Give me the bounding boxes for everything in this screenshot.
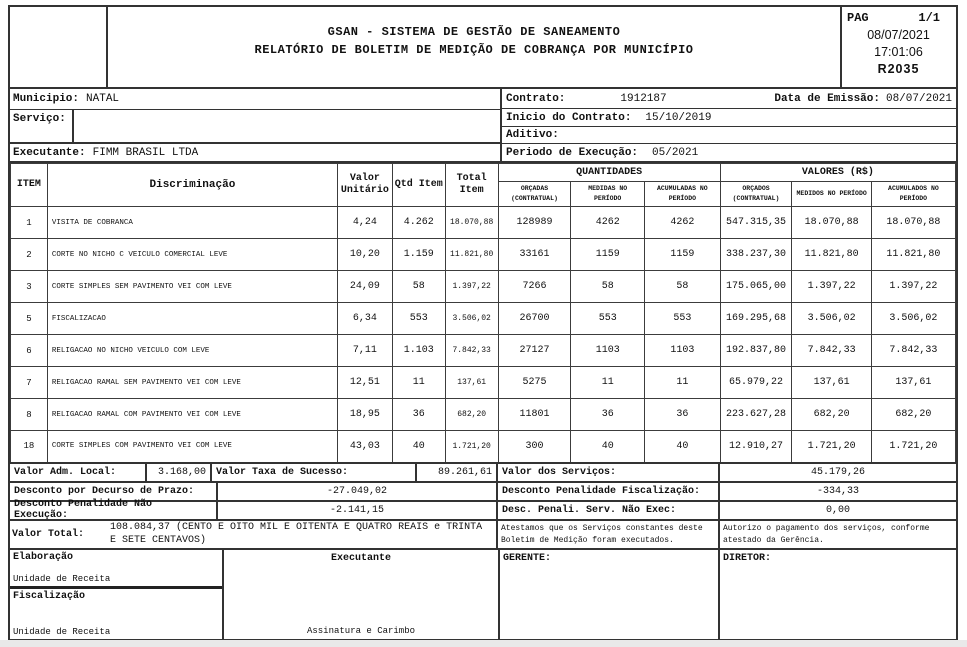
executante-signature-box — [224, 550, 500, 639]
municipio-label: Municipio: — [13, 93, 80, 105]
valor-total-box — [10, 521, 498, 548]
table-row — [11, 431, 956, 463]
table-cell: 36 — [392, 399, 445, 431]
table-row — [11, 399, 956, 431]
desconto-naoexec-value: -2.141,15 — [218, 502, 498, 519]
table-cell: 1.721,20 — [792, 431, 871, 463]
table-cell: 10,20 — [337, 239, 392, 271]
table-row — [11, 367, 956, 399]
report-header — [10, 7, 956, 89]
table-cell: 1 — [11, 207, 48, 239]
table-cell: 300 — [498, 431, 571, 463]
desconto-fiscalizacao-label: Desconto Penalidade Fiscalização: — [498, 483, 720, 500]
table-cell: 40 — [571, 431, 645, 463]
table-cell: 1.103 — [392, 335, 445, 367]
table-cell: 7266 — [498, 271, 571, 303]
executante-signature-label: Executante — [330, 552, 391, 564]
info-right — [502, 89, 956, 161]
signature-left-column — [10, 550, 224, 639]
table-cell: 682,20 — [792, 399, 871, 431]
logo-box — [10, 7, 108, 87]
servico-row — [10, 110, 500, 144]
contrato-label: Contrato: — [506, 92, 566, 105]
table-row — [11, 303, 956, 335]
col-header-discriminacao: Discriminação — [47, 164, 337, 207]
table-cell: 11801 — [498, 399, 571, 431]
inicio-label: Inicio do Contrato: — [506, 111, 632, 124]
table-cell: RELIGACAO NO NICHO VEICULO COM LEVE — [47, 335, 337, 367]
title-area — [108, 7, 840, 87]
table-cell: 169.295,68 — [720, 303, 792, 335]
executante-label: Executante: — [13, 146, 86, 159]
taxa-sucesso-value: 89.261,61 — [417, 464, 498, 481]
table-cell: 65.979,22 — [720, 367, 792, 399]
periodo-label: Periodo de Execução: — [506, 146, 639, 159]
table-cell: 223.627,28 — [720, 399, 792, 431]
table-cell: 26700 — [498, 303, 571, 335]
table-cell: 4.262 — [392, 207, 445, 239]
page-number: 1/1 — [918, 11, 940, 25]
table-cell: 338.237,30 — [720, 239, 792, 271]
table-cell: VISITA DE COBRANCA — [47, 207, 337, 239]
table-cell: 18,95 — [337, 399, 392, 431]
table-cell: RELIGACAO RAMAL COM PAVIMENTO VEI COM LEVE — [47, 399, 337, 431]
table-cell: CORTE SIMPLES COM PAVIMENTO VEI COM LEVE — [47, 431, 337, 463]
report-date: 08/07/2021 — [867, 28, 930, 42]
table-cell: 1.159 — [392, 239, 445, 271]
table-cell: 4262 — [571, 207, 645, 239]
emissao-value: 08/07/2021 — [885, 92, 952, 105]
table-cell: 43,03 — [337, 431, 392, 463]
subheader-val-acumulados: ACUMULADOS NO PERÍODO — [871, 182, 955, 207]
table-cell: 7.842,33 — [445, 335, 498, 367]
measurement-table — [10, 163, 956, 464]
table-cell: 3.506,02 — [792, 303, 871, 335]
page-info-box — [840, 7, 956, 87]
measurement-table-body — [11, 207, 956, 463]
table-cell: 1159 — [645, 239, 721, 271]
table-cell: 18.070,88 — [445, 207, 498, 239]
table-cell: 682,20 — [871, 399, 955, 431]
summary-row-1 — [10, 464, 956, 483]
diretor-label: DIRETOR: — [723, 552, 772, 564]
table-cell: RELIGACAO RAMAL SEM PAVIMENTO VEI COM LEVE — [47, 367, 337, 399]
table-cell: 682,20 — [445, 399, 498, 431]
table-cell: 4262 — [645, 207, 721, 239]
table-row — [11, 335, 956, 367]
col-header-qtd-item: Qtd Item — [392, 164, 445, 207]
group-header-quantidades: QUANTIDADES — [498, 164, 720, 182]
table-cell: 12,51 — [337, 367, 392, 399]
table-cell: 24,09 — [337, 271, 392, 303]
emissao-label: Data de Emissão: — [774, 92, 880, 105]
desc-penali-serv-label: Desc. Penali. Serv. Não Exec: — [498, 502, 720, 519]
report-title-line1: GSAN - SISTEMA DE GESTÃO DE SANEAMENTO — [327, 25, 621, 39]
table-cell: 547.315,35 — [720, 207, 792, 239]
municipio-row — [10, 89, 500, 110]
municipio-value: NATAL — [86, 93, 120, 105]
desc-penali-serv-value: 0,00 — [825, 504, 850, 516]
table-row — [11, 271, 956, 303]
table-cell: 4,24 — [337, 207, 392, 239]
gerente-label: GERENTE: — [503, 552, 552, 564]
table-row — [11, 207, 956, 239]
table-cell: 1.397,22 — [792, 271, 871, 303]
signature-section — [10, 550, 956, 639]
periodo-execucao-row — [502, 144, 956, 161]
desconto-prazo-value: -27.049,02 — [218, 483, 498, 500]
fiscalizacao-label: Fiscalização — [13, 590, 86, 602]
table-cell: 128989 — [498, 207, 571, 239]
valor-servicos-label: Valor dos Serviços: — [498, 464, 720, 481]
elaboracao-label: Elaboração — [13, 551, 74, 563]
elaboracao-unit: Unidade de Receita — [13, 573, 111, 584]
col-header-valor-unitario: Valor Unitário — [337, 164, 392, 207]
table-cell: 11 — [571, 367, 645, 399]
table-cell: 6,34 — [337, 303, 392, 335]
table-cell: 36 — [645, 399, 721, 431]
table-cell: 7.842,33 — [792, 335, 871, 367]
report-code: R2035 — [877, 62, 920, 76]
elaboracao-box — [10, 550, 222, 589]
table-cell: 6 — [11, 335, 48, 367]
table-cell: 1.397,22 — [445, 271, 498, 303]
table-cell: 18 — [11, 431, 48, 463]
table-cell: 1.721,20 — [445, 431, 498, 463]
valor-adm-label: Valor Adm. Local: — [10, 464, 147, 481]
table-cell: 553 — [571, 303, 645, 335]
executante-row — [10, 144, 500, 161]
summary-row-3 — [10, 499, 956, 521]
table-cell: 2 — [11, 239, 48, 271]
subheader-val-orcados: ORÇADOS (CONTRATUAL) — [720, 182, 792, 207]
table-cell: 27127 — [498, 335, 571, 367]
valor-total-label: Valor Total: — [12, 528, 85, 540]
report-document — [8, 5, 958, 641]
table-cell: 137,61 — [871, 367, 955, 399]
valor-servicos-value: 45.179,26 — [810, 466, 865, 478]
table-cell: 553 — [392, 303, 445, 335]
contract-info-section — [10, 89, 956, 163]
table-cell: 3.506,02 — [871, 303, 955, 335]
table-cell: FISCALIZACAO — [47, 303, 337, 335]
page-row — [847, 11, 950, 25]
table-cell: 11 — [645, 367, 721, 399]
table-cell: 8 — [11, 399, 48, 431]
table-cell: 11.821,80 — [792, 239, 871, 271]
aditivo-row — [502, 127, 956, 145]
servico-label: Serviço: — [13, 113, 66, 125]
table-cell: 11.821,80 — [871, 239, 955, 271]
table-cell: 192.837,80 — [720, 335, 792, 367]
valor-adm-value: 3.168,00 — [147, 464, 212, 481]
table-cell: 137,61 — [792, 367, 871, 399]
table-cell: CORTE NO NICHO C VEICULO COMERCIAL LEVE — [47, 239, 337, 271]
table-cell: 5 — [11, 303, 48, 335]
subheader-qtd-medidas: MEDIDAS NO PERÍODO — [571, 182, 645, 207]
table-cell: 40 — [392, 431, 445, 463]
subheader-qtd-orcadas: ORÇADAS (CONTRATUAL) — [498, 182, 571, 207]
report-time: 17:01:06 — [874, 45, 923, 59]
table-cell: 1.721,20 — [871, 431, 955, 463]
table-cell: 1.397,22 — [871, 271, 955, 303]
contrato-value: 1912187 — [620, 92, 667, 105]
col-header-total-item: Total Item — [445, 164, 498, 207]
table-cell: CORTE SIMPLES SEM PAVIMENTO VEI COM LEVE — [47, 271, 337, 303]
subheader-qtd-acumuladas: ACUMULADAS NO PERÍODO — [645, 182, 721, 207]
table-cell: 18.070,88 — [871, 207, 955, 239]
fiscalizacao-box — [10, 589, 222, 639]
desconto-naoexec-label: Desconto Penalidade Não Execução: — [10, 502, 218, 519]
subheader-val-medidos: MEDIDOS NO PERÍODO — [792, 182, 871, 207]
taxa-sucesso-label: Valor Taxa de Sucesso: — [212, 464, 417, 481]
fiscalizacao-unit: Unidade de Receita — [13, 626, 111, 637]
inicio-contrato-row — [502, 109, 956, 127]
table-cell: 7.842,33 — [871, 335, 955, 367]
table-cell: 175.065,00 — [720, 271, 792, 303]
valor-total-value: 108.084,37 (CENTO E OITO MIL E OITENTA E QUATRO REAIS e TRINTA E SETE CENTAVOS) — [110, 522, 483, 546]
table-row — [11, 239, 956, 271]
executante-value: FIMM BRASIL LTDA — [92, 146, 199, 159]
table-cell: 18.070,88 — [792, 207, 871, 239]
inicio-value: 15/10/2019 — [645, 111, 712, 124]
col-header-item: ITEM — [11, 164, 48, 207]
pag-label: PAG — [847, 11, 869, 25]
table-cell: 36 — [571, 399, 645, 431]
table-cell: 137,61 — [445, 367, 498, 399]
table-cell: 1103 — [571, 335, 645, 367]
table-cell: 58 — [645, 271, 721, 303]
table-cell: 1103 — [645, 335, 721, 367]
table-cell: 12.910,27 — [720, 431, 792, 463]
table-cell: 3.506,02 — [445, 303, 498, 335]
periodo-value: 05/2021 — [652, 146, 699, 159]
table-cell: 11.821,80 — [445, 239, 498, 271]
assinatura-carimbo-label: Assinatura e Carimbo — [306, 625, 416, 636]
contrato-row — [502, 89, 956, 109]
desconto-prazo-label: Desconto por Decurso de Prazo: — [10, 483, 218, 500]
table-cell: 7 — [11, 367, 48, 399]
table-cell: 58 — [392, 271, 445, 303]
table-cell: 7,11 — [337, 335, 392, 367]
report-title-line2: RELATÓRIO DE BOLETIM DE MEDIÇÃO DE COBRANÇA POR MUNICÍPIO — [254, 43, 694, 57]
servico-value-box — [72, 110, 500, 142]
table-cell: 1159 — [571, 239, 645, 271]
diretor-signature-box — [720, 550, 956, 639]
table-cell: 58 — [571, 271, 645, 303]
group-header-valores: VALORES (R$) — [720, 164, 955, 182]
gerente-signature-box — [500, 550, 720, 639]
atesto-statement: Atestamos que os Serviços constantes deste Boletim de Medição foram executados. — [498, 521, 720, 548]
window-bottom-edge — [0, 640, 967, 647]
valor-total-row — [10, 521, 956, 550]
table-cell: 5275 — [498, 367, 571, 399]
table-cell: 553 — [645, 303, 721, 335]
autorizo-statement: Autorizo o pagamento dos serviços, conforme atestado da Gerência. — [723, 523, 930, 546]
info-left — [10, 89, 502, 161]
table-cell: 40 — [645, 431, 721, 463]
table-cell: 11 — [392, 367, 445, 399]
table-cell: 3 — [11, 271, 48, 303]
table-cell: 33161 — [498, 239, 571, 271]
desconto-fiscalizacao-value: -334,33 — [816, 485, 859, 497]
aditivo-label: Aditivo: — [506, 129, 559, 142]
